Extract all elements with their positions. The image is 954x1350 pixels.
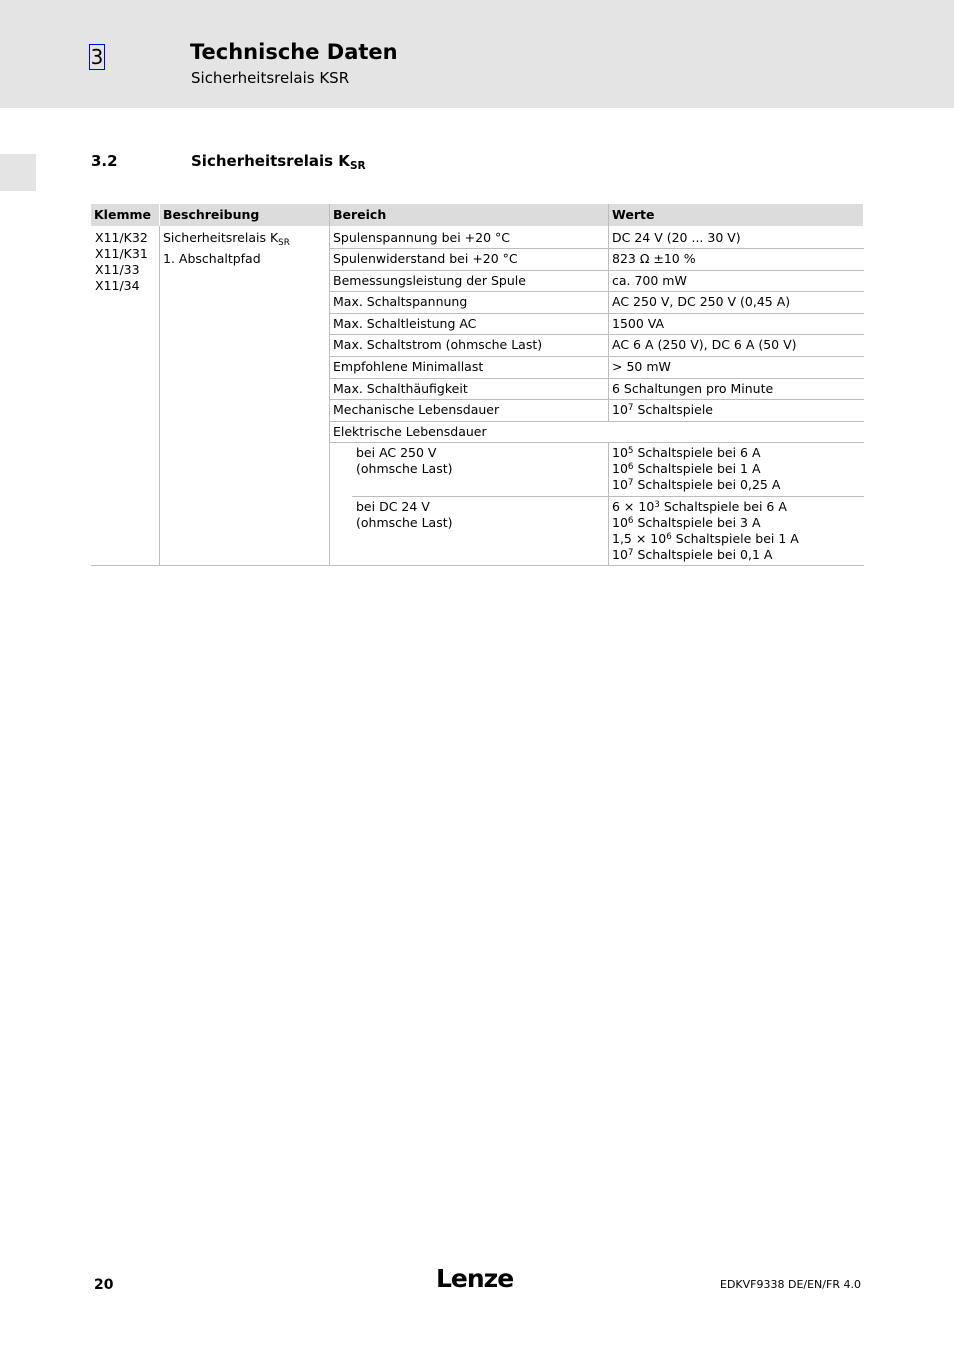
- werte-exponent: 6: [666, 532, 672, 542]
- page-subtitle: Sicherheitsrelais KSR: [191, 69, 350, 87]
- grid-line: [330, 356, 864, 357]
- werte-text: Schaltspiele bei 3 A: [633, 515, 761, 530]
- grid-line: [330, 313, 864, 314]
- bereich-cell: Max. Schaltstrom (ohmsche Last): [333, 337, 543, 352]
- werte-exponent: 7: [627, 403, 634, 413]
- dc-werte-line: [612, 499, 863, 515]
- beschreibung-line: 1. Abschaltpfad: [163, 251, 261, 266]
- ac-werte: [609, 445, 863, 493]
- grid-line: [330, 399, 864, 400]
- klemme-line: X11/K31: [95, 246, 148, 261]
- lenze-logo: Lenze: [436, 1264, 514, 1293]
- bereich-cell: Mechanische Lebensdauer: [333, 402, 500, 417]
- werte-cell: 1500 VA: [612, 316, 665, 331]
- werte-exponent: 3: [654, 500, 660, 510]
- side-tab-marker: [0, 154, 36, 191]
- table-bottom-line: [91, 565, 864, 566]
- werte-base: 6 × 10: [612, 499, 655, 514]
- beschreibung-cell: [160, 230, 329, 267]
- werte-exponent: 6: [627, 462, 634, 472]
- ac-werte-line: [612, 477, 863, 493]
- werte-base: 1,5 × 10: [612, 531, 667, 546]
- page-number: 20: [94, 1277, 114, 1293]
- grid-line: [608, 443, 609, 566]
- bereich-cell: Empfohlene Minimallast: [333, 359, 484, 374]
- klemme-line: X11/33: [95, 262, 140, 277]
- dc-label-line: (ohmsche Last): [356, 515, 453, 530]
- werte-text: Schaltspiele bei 1 A: [633, 461, 761, 476]
- bereich-cell: Spulenspannung bei +20 °C: [333, 230, 510, 245]
- werte-exponent: 7: [627, 478, 634, 488]
- werte-cell: AC 250 V, DC 250 V (0,45 A): [612, 294, 791, 309]
- klemme-line: X11/K32: [95, 230, 148, 245]
- section-title-text: Sicherheitsrelais K: [191, 152, 350, 170]
- werte-text: Schaltspiele: [633, 402, 713, 417]
- werte-exponent: 7: [627, 548, 634, 558]
- beschreibung-subscript: SR: [278, 238, 290, 248]
- ac-werte-line: [612, 445, 863, 461]
- section-number: 3.2: [91, 152, 118, 170]
- ac-label-line: (ohmsche Last): [356, 461, 453, 476]
- werte-cell: 6 Schaltungen pro Minute: [612, 381, 774, 396]
- dc-werte-line: [612, 547, 863, 563]
- werte-base: 10: [612, 445, 628, 460]
- werte-base: 10: [612, 477, 628, 492]
- bereich-cell: Max. Schalthäufigkeit: [333, 381, 468, 396]
- werte-text: Schaltspiele bei 1 A: [671, 531, 799, 546]
- dc-label: [353, 499, 607, 531]
- grid-line: [159, 226, 160, 566]
- chapter-number-link[interactable]: 3: [90, 45, 104, 69]
- section-title: [191, 152, 366, 172]
- document-id: EDKVF9338 DE/EN/FR 4.0: [720, 1278, 861, 1291]
- werte-exponent: 5: [627, 446, 634, 456]
- werte-exponent: 6: [627, 516, 634, 526]
- bereich-cell: Max. Schaltspannung: [333, 294, 468, 309]
- page-title: Technische Daten: [190, 40, 398, 64]
- bereich-cell: Bemessungsleistung der Spule: [333, 273, 526, 288]
- bereich-cell: Spulenwiderstand bei +20 °C: [333, 251, 518, 266]
- werte-cell: DC 24 V (20 ... 30 V): [612, 230, 741, 245]
- bereich-cell: Max. Schaltleistung AC: [333, 316, 477, 331]
- werte-text: Schaltspiele bei 0,25 A: [633, 477, 781, 492]
- werte-cell: > 50 mW: [612, 359, 671, 374]
- klemme-cell: [92, 230, 158, 294]
- dc-werte: [609, 499, 863, 563]
- werte-cell: ca. 700 mW: [612, 273, 687, 288]
- grid-line: [330, 291, 864, 292]
- grid-line: [330, 442, 864, 443]
- header-klemme: Klemme: [91, 204, 159, 226]
- grid-line: [330, 270, 864, 271]
- ac-label-line: bei AC 250 V: [356, 445, 437, 460]
- werte-text: Schaltspiele bei 6 A: [633, 445, 761, 460]
- ac-label: [353, 445, 607, 477]
- dc-label-line: bei DC 24 V: [356, 499, 430, 514]
- werte-base: 10: [612, 402, 628, 417]
- header-band: [0, 0, 954, 108]
- dc-werte-line: [612, 531, 863, 547]
- werte-base: 10: [612, 461, 628, 476]
- grid-line: [330, 378, 864, 379]
- werte-base: 10: [612, 515, 628, 530]
- klemme-line: X11/34: [95, 278, 140, 293]
- werte-base: 10: [612, 547, 628, 562]
- werte-text: Schaltspiele bei 0,1 A: [633, 547, 773, 562]
- beschreibung-line: [163, 230, 329, 251]
- beschreibung-text: Sicherheitsrelais K: [163, 230, 279, 245]
- header-beschreibung: Beschreibung: [160, 204, 329, 226]
- grid-line: [330, 248, 864, 249]
- dc-werte-line: [612, 515, 863, 531]
- ac-werte-line: [612, 461, 863, 477]
- header-werte: Werte: [609, 204, 863, 226]
- werte-cell: AC 6 A (250 V), DC 6 A (50 V): [612, 337, 797, 352]
- grid-line: [330, 334, 864, 335]
- werte-text: Schaltspiele bei 6 A: [659, 499, 787, 514]
- section-title-subscript: SR: [349, 160, 366, 172]
- werte-cell: 823 Ω ±10 %: [612, 251, 696, 266]
- grid-line: [352, 496, 864, 497]
- grid-line: [330, 421, 864, 422]
- elektrisch-label: Elektrische Lebensdauer: [333, 424, 487, 439]
- grid-line: [329, 204, 330, 566]
- header-bereich: Bereich: [330, 204, 608, 226]
- werte-cell: [609, 402, 863, 418]
